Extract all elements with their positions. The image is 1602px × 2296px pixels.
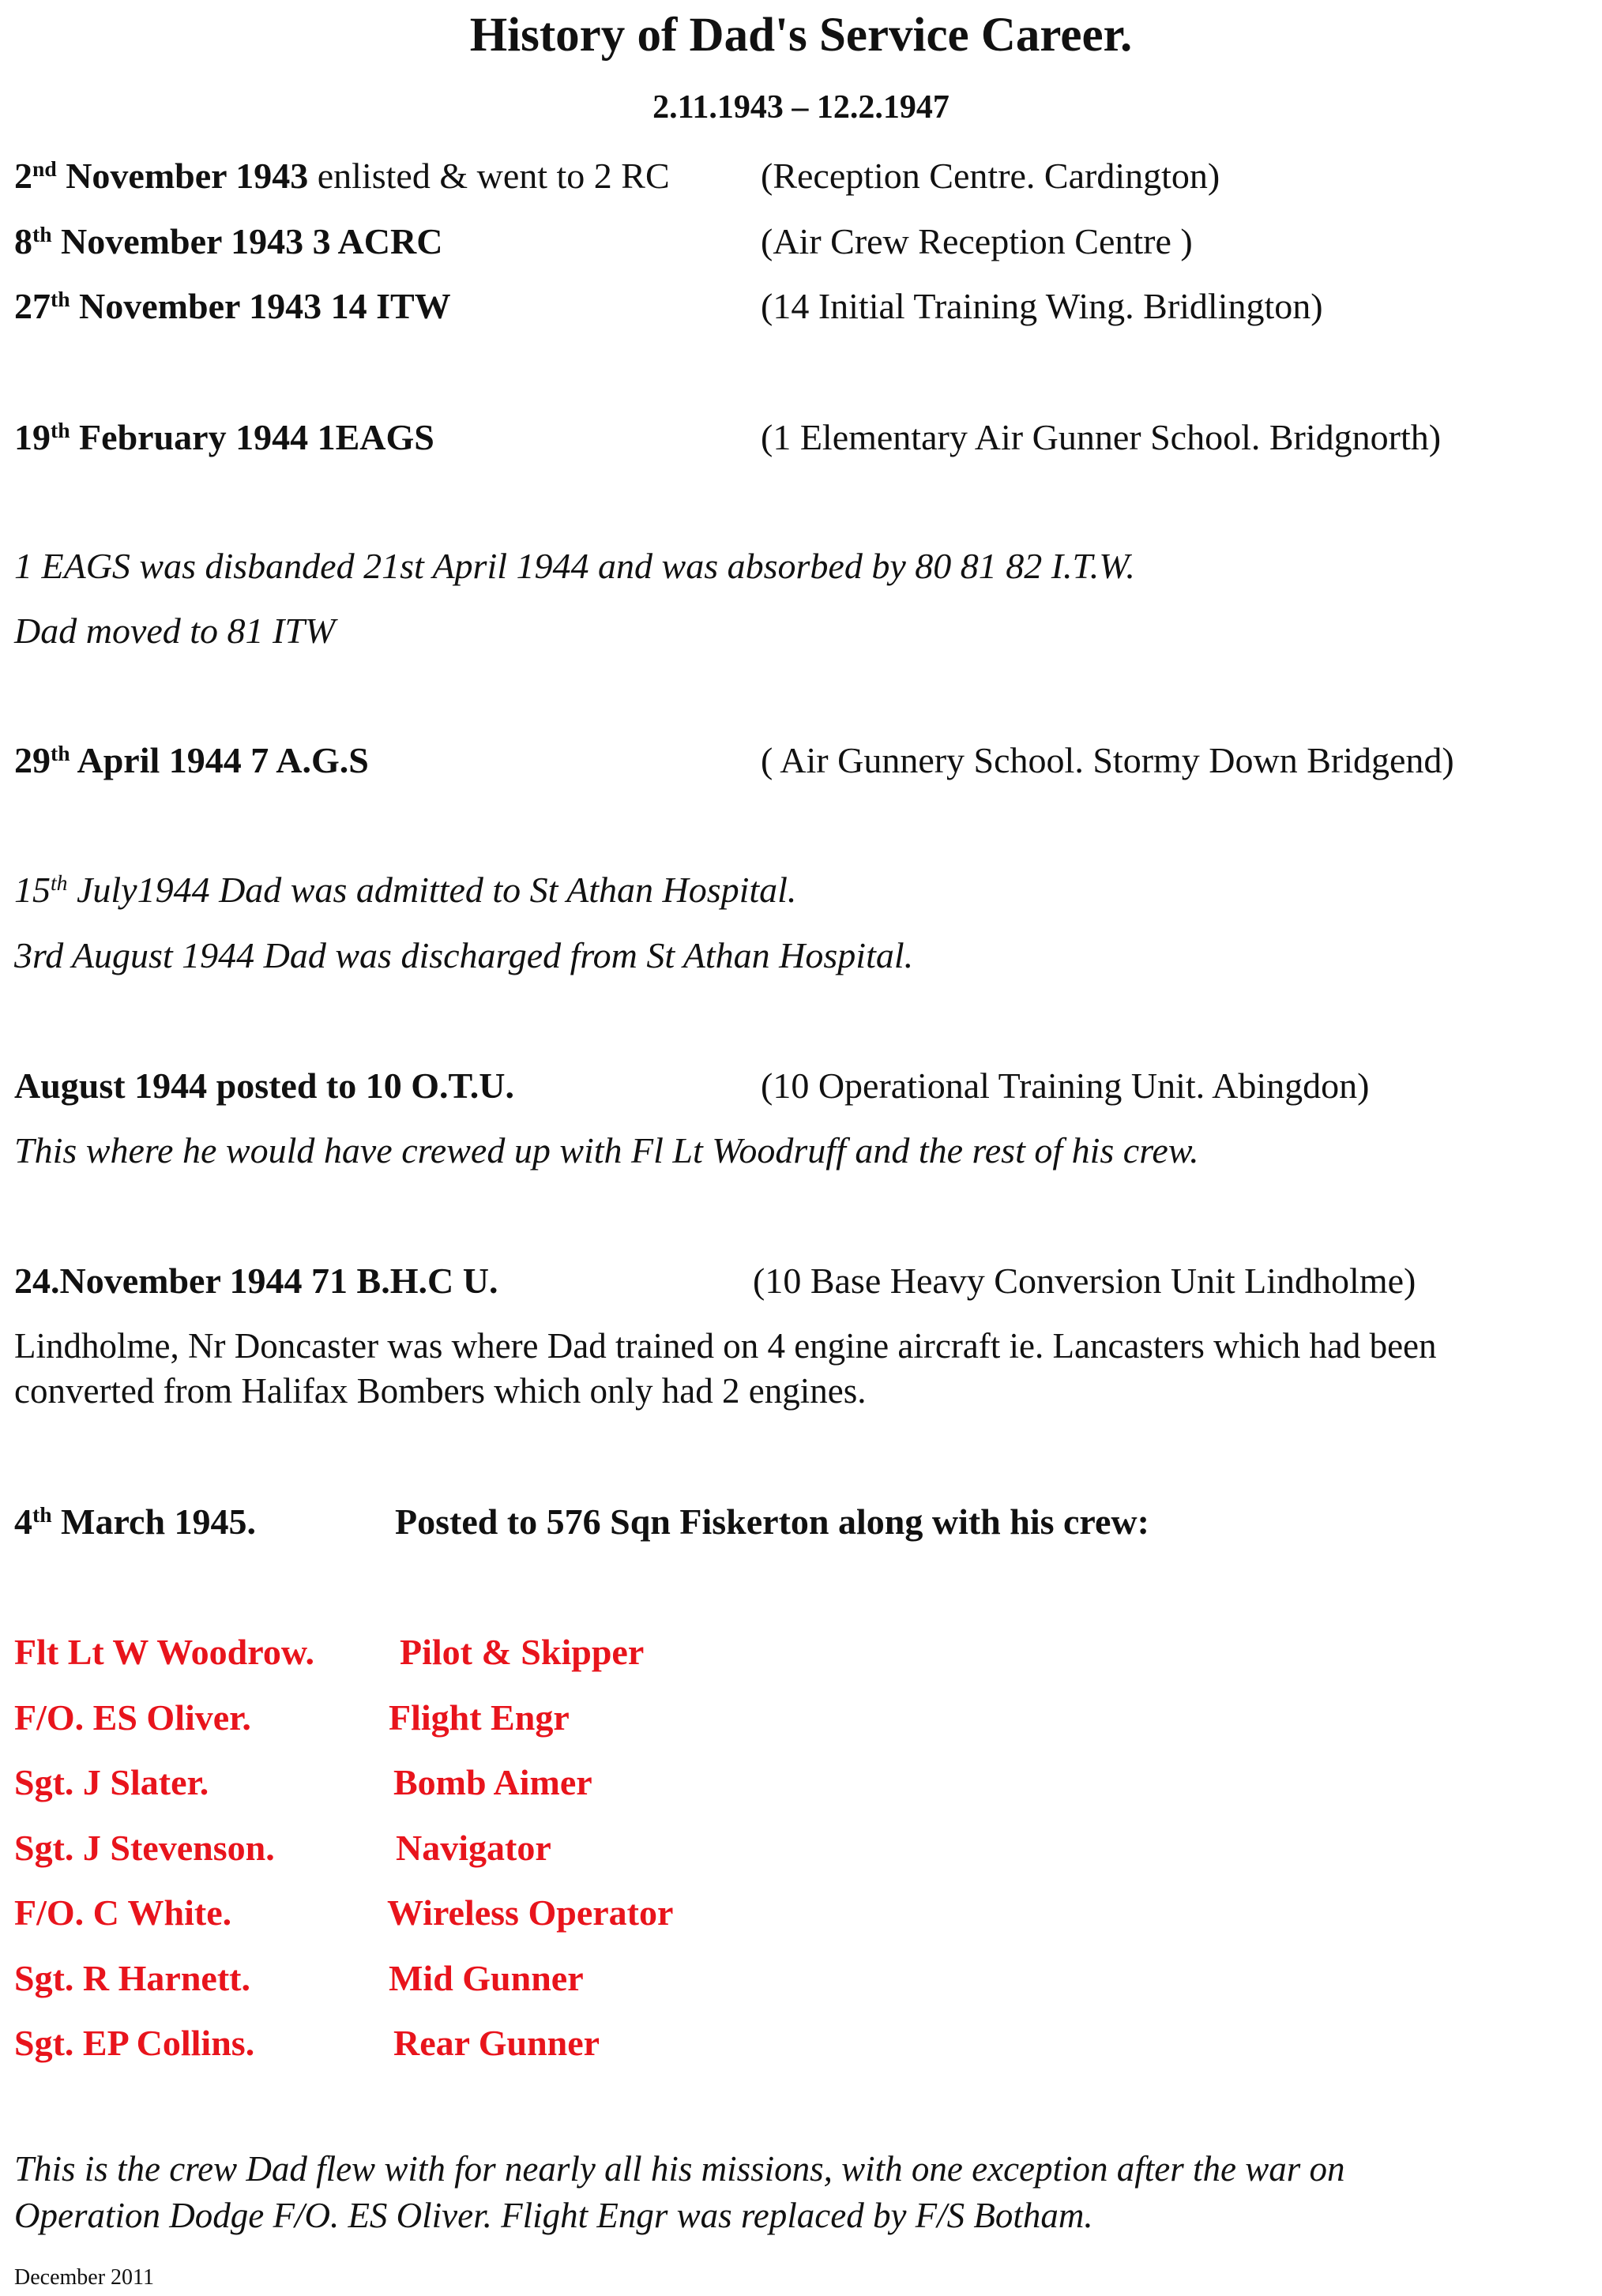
posting-date: 4th March 1945. [14,1501,257,1542]
bhcu-detail-line-1: Lindholme, Nr Doncaster was where Dad trained on 4 engine aircraft ie. Lancasters which had been [14,1326,1437,1366]
bhcu-detail-line-2: converted from Halifax Bombers which only had 2 engines. [14,1371,867,1411]
crew-name: Sgt. J Slater. [14,1762,209,1802]
crew-role: Bomb Aimer [393,1762,592,1802]
bhcu-heading: 24.November 1944 71 B.H.C U. [14,1261,498,1301]
crew-name: Sgt. J Stevenson. [14,1828,275,1868]
eags-note-line-1: 1 EAGS was disbanded 21st April 1944 and was absorbed by 80 81 82 I.T.W. [14,546,1135,586]
crew-role: Pilot & Skipper [400,1632,645,1672]
crew-name: Sgt. R Harnett. [14,1958,250,1998]
crew-role: Wireless Operator [387,1892,674,1933]
entry-3-note: (14 Initial Training Wing. Bridlington) [761,286,1323,326]
entry-1-note: (Reception Centre. Cardington) [761,156,1220,196]
otu-detail: This where he would have crewed up with Fl Lt Woodruff and the rest of his crew. [14,1130,1199,1171]
page-title: History of Dad's Service Career. [469,9,1133,62]
entry-5-note: ( Air Gunnery School. Stormy Down Bridgend) [761,740,1454,780]
crew-role: Flight Engr [389,1697,570,1738]
crew-role: Navigator [396,1828,551,1868]
otu-note: (10 Operational Training Unit. Abingdon) [761,1065,1370,1106]
closing-line-1: This is the crew Dad flew with for nearly all his missions, with one exception after the war on [14,2149,1345,2189]
footer-date: December 2011 [14,2265,154,2290]
crew-name: Sgt. EP Collins. [14,2023,255,2063]
entry-4-note: (1 Elementary Air Gunner School. Bridgnorth) [761,417,1442,457]
hospital-line-1: 15th July1944 Dad was admitted to St Athan Hospital. [14,870,797,910]
entry-3-heading: 27th November 1943 14 ITW [14,286,451,326]
crew-name: F/O. C White. [14,1892,232,1933]
eags-note-line-2: Dad moved to 81 ITW [14,611,336,651]
hospital-line-2: 3rd August 1944 Dad was discharged from St Athan Hospital. [14,935,914,975]
otu-heading: August 1944 posted to 10 O.T.U. [14,1065,514,1106]
entry-2-note: (Air Crew Reception Centre ) [761,221,1193,261]
bhcu-note: (10 Base Heavy Conversion Unit Lindholme) [753,1261,1416,1301]
entry-1-heading: 2nd November 1943 enlisted & went to 2 RC [14,156,670,196]
date-range: 2.11.1943 – 12.2.1947 [652,89,950,126]
entry-5-heading: 29th April 1944 7 A.G.S [14,740,369,780]
entry-2-heading: 8th November 1943 3 ACRC [14,221,443,261]
crew-name: F/O. ES Oliver. [14,1697,251,1738]
crew-name: Flt Lt W Woodrow. [14,1632,315,1672]
closing-line-2: Operation Dodge F/O. ES Oliver. Flight Engr was replaced by F/S Botham. [14,2196,1093,2235]
crew-role: Rear Gunner [393,2023,600,2063]
posting-text: Posted to 576 Sqn Fiskerton along with his crew: [395,1501,1149,1542]
crew-role: Mid Gunner [389,1958,584,1998]
entry-4-heading: 19th February 1944 1EAGS [14,417,434,457]
